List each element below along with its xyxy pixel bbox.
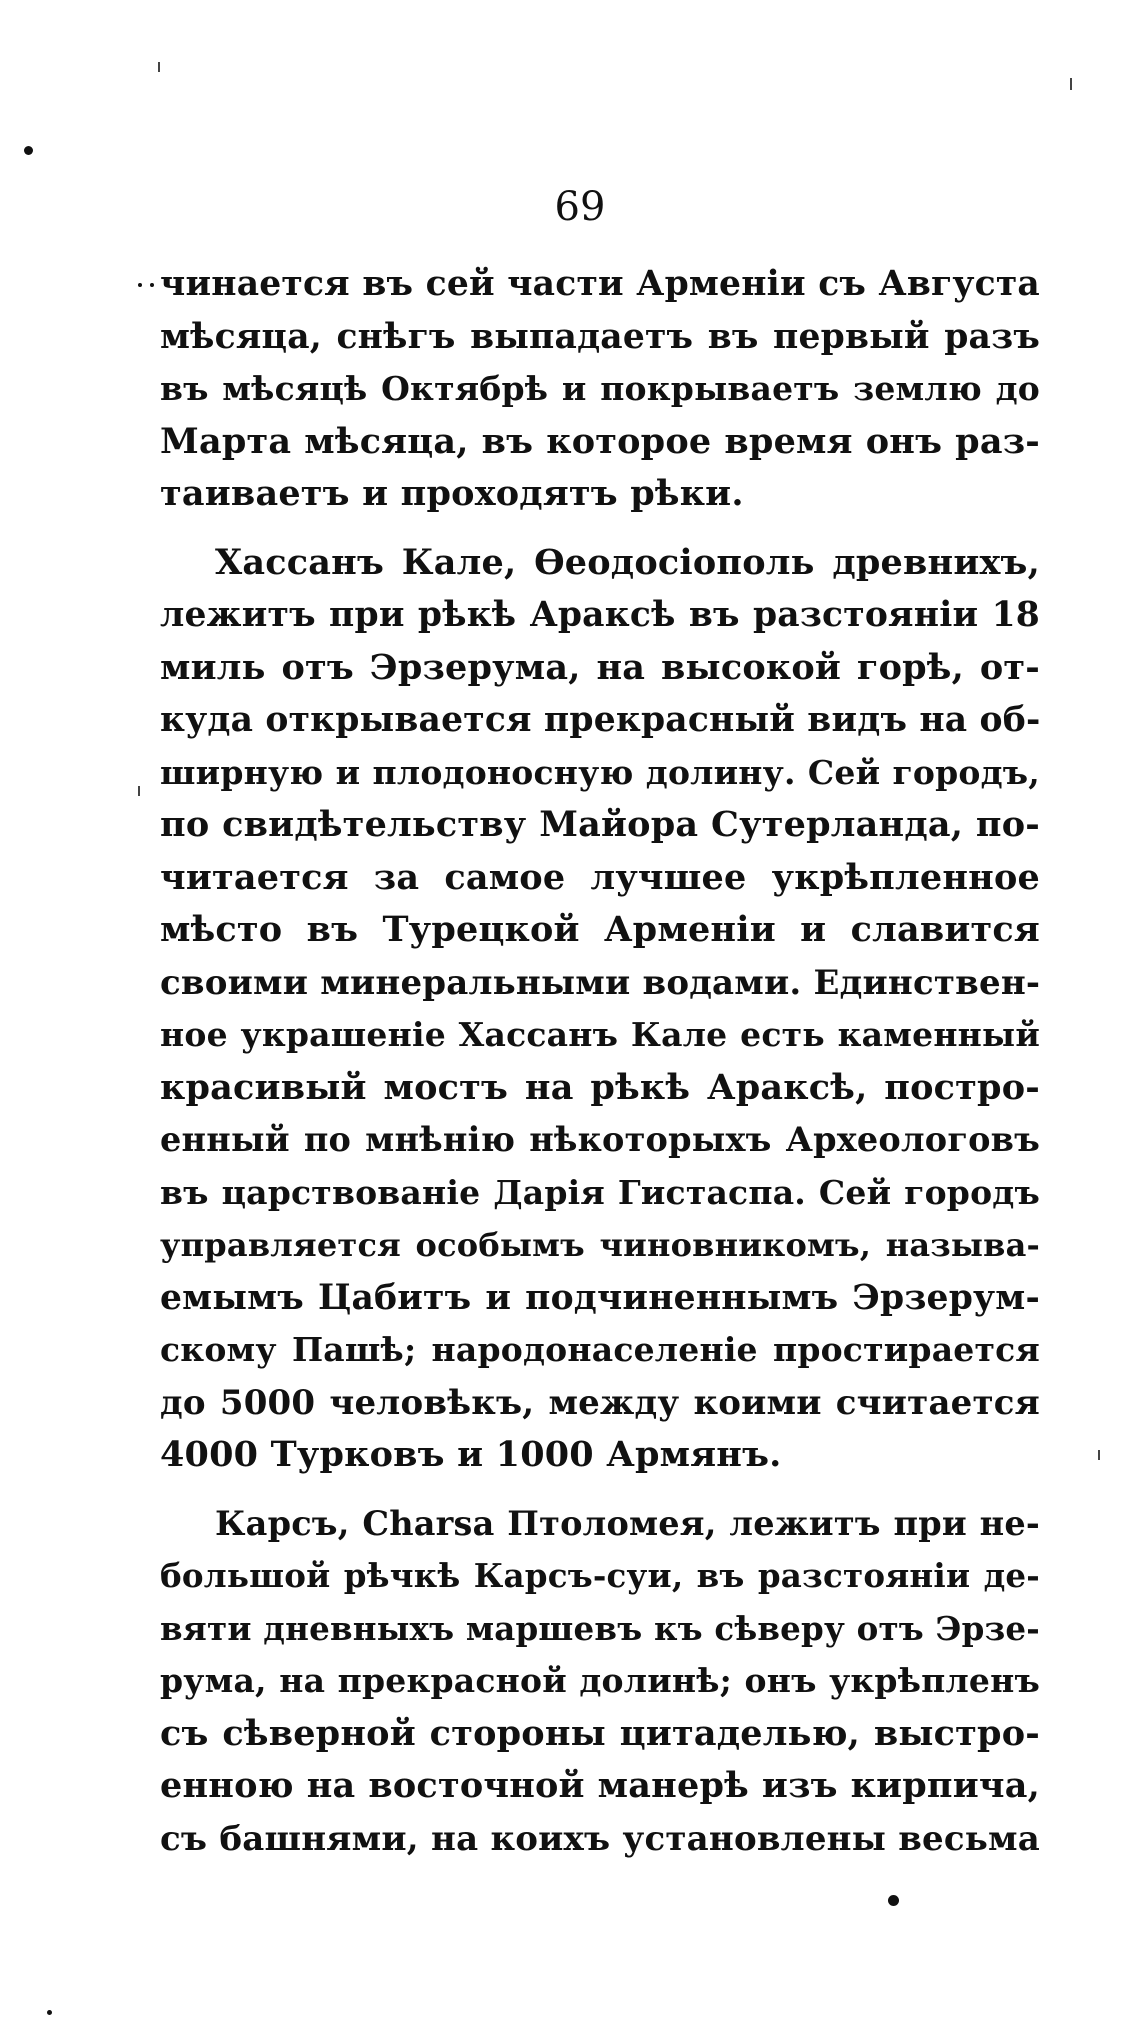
body-text (160, 258, 1040, 1865)
text-line: до 5000 человѣкъ, между коими считается (160, 1382, 1040, 1423)
scan-mark (1098, 1450, 1100, 1460)
text-line: Хассанъ Кале, Ѳеодосіополь древнихъ, (215, 541, 1040, 583)
text-line: чинается въ сей части Арменіи съ Августа (160, 264, 1040, 304)
text-line: мѣсто въ Турецкой Арменіи и славится (160, 909, 1040, 950)
text-line: по свидѣтельству Майора Сутерланда, по- (160, 804, 1040, 845)
text-line: енный по мнѣнію нѣкоторыхъ Археологовъ (160, 1120, 1040, 1159)
text-line: мѣсяца, снѣгъ выпадаетъ въ первый разъ (160, 316, 1040, 357)
text-line: ширную и плодоносную долину. Сей городъ, (160, 752, 1040, 792)
paragraph (160, 1498, 1040, 1866)
text-line: рума, на прекрасной долинѣ; онъ укрѣпленъ (160, 1661, 1040, 1700)
text-line: вяти дневныхъ маршевъ къ сѣверу отъ Эрзе- (160, 1608, 1040, 1648)
text-line: Марта мѣсяца, въ которое время онъ раз- (160, 420, 1040, 462)
text-line: миль отъ Эрзерума, на высокой горѣ, от- (160, 646, 1040, 688)
text-line: своими минеральными водами. Единствен- (160, 962, 1041, 1003)
text-line: 4000 Турковъ и 1000 Армянъ. (160, 1434, 782, 1475)
text-line: въ мѣсяцѣ Октябрѣ и покрываетъ землю до (160, 369, 1040, 408)
text-line: скому Пашѣ; народонаселеніе простирается (160, 1330, 1040, 1369)
scan-speck (24, 146, 33, 155)
text-line: лежитъ при рѣкѣ Араксѣ въ разстояніи 18 (160, 595, 1040, 635)
scan-speck (138, 283, 142, 287)
scan-mark (158, 62, 160, 72)
scan-speck (888, 1895, 899, 1906)
text-line: куда открывается прекрасный видъ на об- (160, 700, 1041, 740)
paragraph (160, 537, 1040, 1482)
page-number: 69 (554, 184, 606, 230)
text-line: управляется особымъ чиновникомъ, называ- (160, 1226, 1040, 1264)
scan-mark (1070, 78, 1072, 90)
scan-speck (47, 2010, 52, 2015)
text-line: ное украшеніе Хассанъ Кале есть каменный (160, 1015, 1040, 1054)
text-line: енною на восточной манерѣ изъ кирпича, (160, 1765, 1040, 1806)
text-line: читается за самое лучшее укрѣпленное (160, 856, 1040, 898)
text-line: большой рѣчкѣ Карсъ-суи, въ разстояніи де- (160, 1556, 1040, 1595)
text-line: таиваетъ и проходятъ рѣки. (160, 473, 744, 514)
scan-mark (138, 786, 140, 796)
scan-speck (150, 283, 154, 287)
paragraph (160, 258, 1040, 521)
text-line: емымъ Цабитъ и подчиненнымъ Эрзерум- (160, 1277, 1040, 1318)
text-line: съ башнями, на коихъ установлены весьма (160, 1818, 1040, 1859)
text-line: съ сѣверной стороны цитаделью, выстро- (160, 1712, 1040, 1754)
text-line: въ царствованіе Дарія Гистаспа. Сей городъ (160, 1172, 1040, 1212)
text-line: красивый мостъ на рѣкѣ Араксѣ, постро- (160, 1066, 1040, 1108)
text-line: Карсъ, Charsa Птоломея, лежитъ при не- (215, 1503, 1040, 1543)
